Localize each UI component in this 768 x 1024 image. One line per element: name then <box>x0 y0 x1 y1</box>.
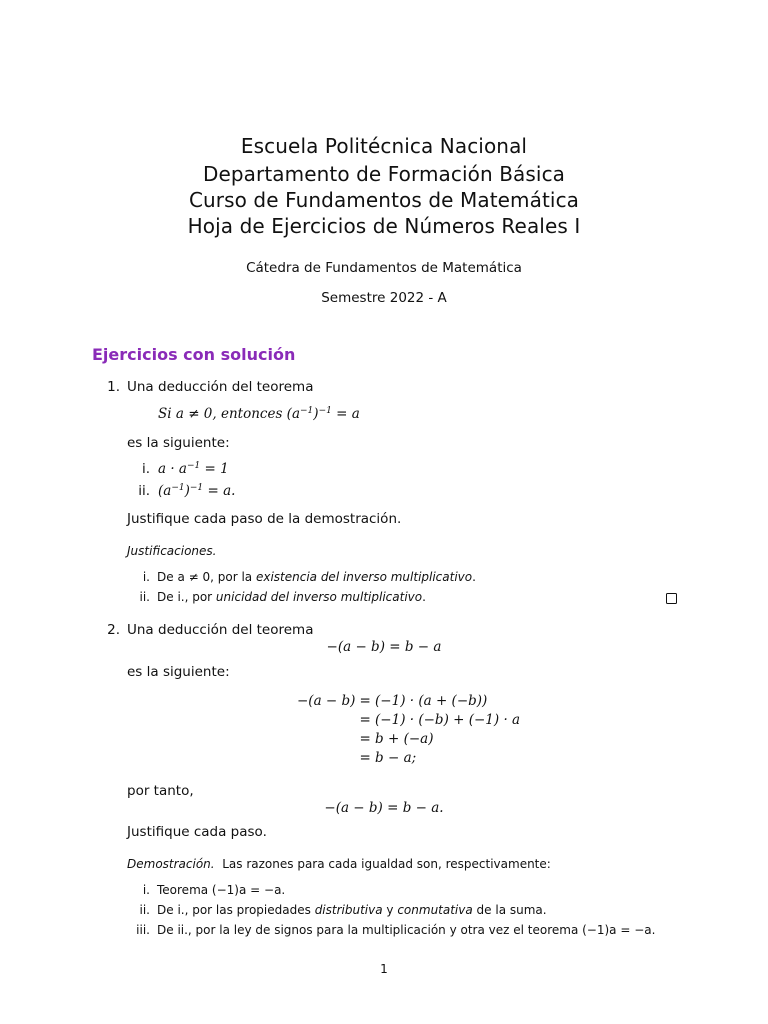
derivation-lhs-4 <box>297 750 355 766</box>
demonstration-text: Las razones para cada igualdad son, respectivamente: <box>222 857 551 871</box>
justification-2-number: ii. <box>139 590 150 604</box>
exercise-1-theorem: Si a ≠ 0, entonces $(a^{-1})^{-1} = a$ <box>158 406 360 422</box>
exercise-1-number: 1. <box>107 379 120 395</box>
derivation-lhs-1: −(a − b) <box>297 693 356 709</box>
derivation-rhs-2: = (−1) · (−b) + (−1) · a <box>359 712 521 728</box>
header-line-4: Hoja de Ejercicios de Números Reales I <box>187 214 581 238</box>
reason-2-number: ii. <box>139 903 150 917</box>
header-line-1: Escuela Politécnica Nacional <box>240 134 528 158</box>
reason-2: De i., por las propiedades distributiva y conmutativa de la suma. <box>157 903 547 917</box>
derivation-lhs-3 <box>297 731 355 747</box>
header-line-2: Departamento de Formación Básica <box>202 162 566 186</box>
section-title: Ejercicios con solución <box>92 345 296 364</box>
justifications-label: Justificaciones. <box>127 544 217 558</box>
step-1-number: i. <box>141 461 150 477</box>
justification-1: De a ≠ 0, por la existencia del inverso multiplicativo. <box>157 570 476 584</box>
conclusion: −(a − b) = b − a. <box>324 800 444 816</box>
demonstration-label: Demostración. <box>127 857 215 871</box>
exercise-2-number: 2. <box>107 622 120 638</box>
author: Cátedra de Fundamentos de Matemática <box>246 260 522 276</box>
exercise-2-instruction: Justifique cada paso. <box>127 824 267 840</box>
justification-1-number: i. <box>142 570 150 584</box>
reason-1-number: i. <box>142 883 150 897</box>
exercise-2-theorem: −(a − b) = b − a <box>326 639 442 655</box>
derivation-rhs-1: = (−1) · (a + (−b)) <box>359 693 488 709</box>
exercise-1-intro: Una deducción del teorema <box>127 379 314 395</box>
step-2-number: ii. <box>138 483 150 499</box>
derivation-lhs-2 <box>297 712 355 728</box>
step-2-formula: $(a^{-1})^{-1} = a$. <box>158 483 236 499</box>
qed-square <box>666 593 677 604</box>
step-1-formula: $a \cdot a^{-1} = 1$ <box>158 461 229 477</box>
page-number: 1 <box>380 962 388 976</box>
exercise-1-instruction: Justifique cada paso de la demostración. <box>127 511 402 527</box>
reason-1: Teorema (−1)a = −a. <box>157 883 286 897</box>
exercise-2-intro: Una deducción del teorema <box>127 622 314 638</box>
therefore-text: por tanto, <box>127 783 194 799</box>
derivation-rhs-3: = b + (−a) <box>359 731 434 747</box>
exercise-1-follow: es la siguiente: <box>127 435 230 451</box>
derivation-rhs-4: = b − a; <box>359 750 417 766</box>
exercise-2-follow: es la siguiente: <box>127 664 230 680</box>
reason-3: De ii., por la ley de signos para la multiplicación y otra vez el teorema (−1)a = −a. <box>157 923 656 937</box>
reason-3-number: iii. <box>136 923 150 937</box>
header-line-3: Curso de Fundamentos de Matemática <box>188 188 580 212</box>
justification-2: De i., por unicidad del inverso multiplicativo. <box>157 590 426 604</box>
semester: Semestre 2022 - A <box>321 290 447 306</box>
demonstration-intro <box>127 857 551 871</box>
derivation <box>297 693 520 766</box>
